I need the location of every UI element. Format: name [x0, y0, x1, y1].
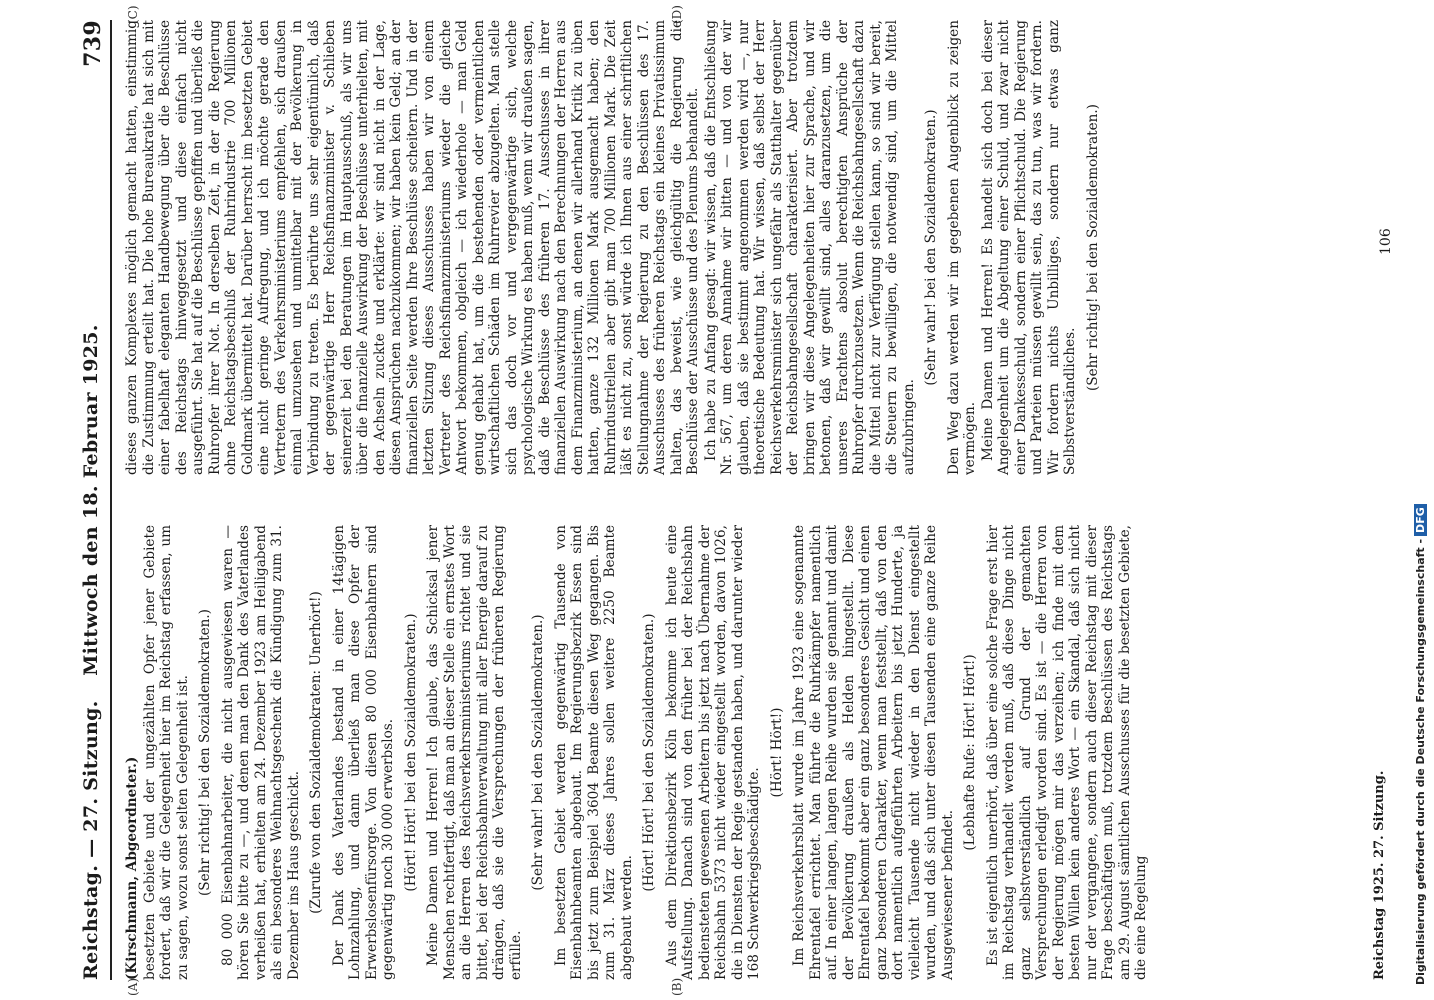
header-rule: [110, 20, 112, 980]
paragraph: Ich habe zu Anfang gesagt: wir wissen, daß die Entschließung Nr. 567, um deren Annahme wir bitten — und von der wir glauben, daß sie bestimmt angenommen werden wird —, nur theoretische Bedeutung hat. Wir wissen, daß selbst der Herr Reichsverkehrsminister sich ungefähr als Statthalter gegenüber der Reichsbahngesellschaft charakterisiert. Aber trotzdem bringen wir diese Angelegenheiten hier zur Sprache, und wir betonen, daß wir gewillt sind, alles daranzusetzen, um die unseres Erachtens absolut berechtigten Ansprüche der Ruhropfer durchzusetzen. Wenn die Reichsbahngesellschaft dazu die Mittel nicht zur Verfügung stellen kann, so sind wir bereit, die Steuern zu bewilligen, die notwendig sind, um die Mittel aufzubringen.: [702, 20, 917, 475]
paragraph: Im Reichsverkehrsblatt wurde im Jahre 1923 eine sogenannte Ehrentafel errichtet. Man führte die Ruhrkämpfer namentlich auf. In einer langen, langen Reihe wurden sie genannt und damit der Bevölkerung draußen als Helden hingestellt. Diese Ehrentafel bekommt aber ein ganz besonderes Gesicht und einen ganz besonderen Charakter, wenn man feststellt, daß von den dort namentlich aufgeführten Arbeitern bis jetzt Hunderte, ja vielleicht Tausende nicht wieder in den Dienst eingestellt wurden, und daß sich unter diesen Tausenden eine ganze Reihe Ausgewiesener befindet.: [791, 525, 956, 980]
interjection: (Lebhafte Rufe: Hört! Hört!): [962, 654, 978, 851]
digitization-note: [1414, 504, 1427, 985]
margin-marker-c: (C): [126, 5, 140, 24]
interjection: (Sehr wahr! bei den Sozialdemokraten.): [923, 109, 939, 386]
interjection: (Hört! Hört!): [768, 707, 785, 798]
header-session: Reichstag. — 27. Sitzung.: [80, 700, 102, 980]
interjection: (Hört! Hört! bei den Sozialdemokraten.): [641, 613, 657, 892]
sheet-number: 106: [1378, 228, 1394, 255]
margin-marker-d: (D): [670, 5, 684, 24]
page-footer: Reichstag 1925. 27. Sitzung.: [1372, 770, 1387, 980]
interjection: (Hört! Hört! bei den Sozialdemokraten.): [402, 613, 419, 892]
paragraph: Der Dank des Vaterlandes bestand in einer 14tägigen Lohnzahlung, und dann überließ man diese Opfer der Erwerbslosenfürsorge. Von diesen 80 000 Eisenbahnern sind gegenwärtig noch 30 000 erwerbslos.: [330, 525, 396, 980]
speaker-name: (Kirschmann, Abgeordneter.): [124, 756, 140, 980]
interjection: (Sehr richtig! bei den Sozialdemokraten.): [1084, 104, 1101, 391]
paragraph: Es ist eigentlich unerhört, daß über eine solche Frage erst hier im Reichstag verhandelt werden muß, daß diese Dinge nicht ganz selbstverständlich auf Grund der gemachten Versprechungen erledigt worden sind. Es ist — die Herren von der Regierung mögen mir das verzeihen; ich finde mit dem besten Willen kein anderes Wort — ein Skandal, daß sich nicht nur der vergangene, sondern auch dieser Reichstag mit dieser Frage beschäftigen muß, trotzdem Beschlüssen des Reichstags am 29. August sämtlichen Ausschusses für die besetzten Gebiete, die eine Regelung: [984, 525, 1149, 980]
header-date: Mittwoch den 18. Februar 1925.: [80, 324, 102, 676]
text-column-left: [124, 525, 1151, 980]
page-header: [80, 20, 114, 980]
paragraph: Den Weg dazu werden wir im gegebenen Augenblick zu zeigen vermögen.: [945, 20, 978, 475]
paragraph: Im besetzten Gebiet werden gegenwärtig Tausende von Eisenbahnbeamten abgebaut. Im Regierungsbezirk Essen sind bis jetzt zum Beispiel 3604 Beamte diesen Weg gegangen. Bis zum 31. März dieses Jahres sollen weitere 2250 Beamte abgebaut werden.: [552, 525, 635, 980]
paragraph: Meine Damen und Herren! Es handelt sich doch bei dieser Angelegenheit um die Abgeltung einer Schuld, und zwar nicht einer Dankesschuld, sondern einer Pflichtschuld. Die Regierung und Parteien müssen gewillt sein, das zu tun, was wir fordern. Wir fordern nichts Unbilliges, sondern nur etwas ganz Selbstverständliches.: [979, 20, 1078, 475]
text-column-right: [124, 20, 1107, 475]
page-number: 739: [80, 20, 106, 67]
paragraph: Meine Damen und Herren! Ich glaube, das Schicksal jener Menschen rechtfertigt, daß man an dieser Stelle ein ernstes Wort an die Herren des Reichsverkehrsministeriums richtet und sie bittet, bei der Reichsbahnverwaltung mit aller Energie darauf zu drängen, daß sie die Versprechungen der früheren Regierung erfülle.: [425, 525, 524, 980]
interjection: (Sehr wahr! bei den Sozialdemokraten.): [530, 614, 546, 891]
paragraph: 80 000 Eisenbahnarbeiter, die nicht ausgewiesen waren — hören Sie bitte zu —, und denen man den Dank des Vaterlandes verheißen hat, erhielten am 24. Dezember 1923 am Heiligabend als ein besonderes Weihnachtsgeschenk die Kündigung zum 31. Dezember ins Haus geschickt.: [219, 525, 302, 980]
margin-marker-a: (A): [126, 977, 140, 996]
margin-marker-b: (B): [670, 977, 684, 996]
paragraph: besetzten Gebiete und der ungezählten Opfer jener Gebiete fordert, daß wir die Gelegenheit hier im Reichstag erfassen, um zu sagen, wozu sonst selten Gelegenheit ist.: [141, 525, 191, 980]
interjection: (Sehr richtig! bei den Sozialdemokraten.): [197, 609, 213, 896]
document-page: [70, 0, 1400, 1000]
paragraph: Aus dem Direktionsbezirk Köln bekomme ich heute eine Aufstellung. Danach sind von den früher bei der Reichsbahn bediensteten gewesenen Arbeitern bis jetzt nach Übernahme der Reichsbahn 5373 nicht wieder eingestellt worden, davon 1026, die in Diensten der Regie gestanden haben, und darunter wieder 168 Schwerkriegsbeschädigte.: [663, 525, 762, 980]
paragraph: dieses ganzen Komplexes möglich gemacht hatten, einstimmig die Zustimmung erteilt hat. Die hohe Bureaukratie hat sich mit einer fabelhaft eleganten Handbewegung über die Beschlüsse des Reichstags hinweggesetzt und diese einfach nicht ausgeführt. Sie hat auf die Beschlüsse gepfiffen und überließ die Ruhropfer ihrer Not. In derselben Zeit, in der die Regierung ohne Reichstagsbeschluß der Ruhrindustrie 700 Millionen Goldmark übermittelt hat. Darüber herrscht im besetzten Gebiet eine nicht geringe Aufregung, und ich möchte gerade den Vertretern des Verkehrsministeriums empfehlen, sich draußen einmal umzusehen und unmittelbar mit der Bevölkerung in Verbindung zu treten. Es berührte uns sehr eigentümlich, daß der gegenwärtige Herr Reichsfinanzminister v. Schlieben seinerzeit bei den Beratungen im Hauptausschuß, als wir uns über die finanzielle Auswirkung der Beschlüsse unterhielten, mit den Achseln zuckte und erklärte: wir sind nicht in der Lage, diesen Ansprüchen nachzukommen; wir haben kein Geld; an der finanziellen Seite werden Ihre Beschlüsse scheitern. Und in der letzten Sitzung dieses Ausschusses haben wir von einem Vertreter des Reichsfinanzministeriums wieder die gleiche Antwort bekommen, obgleich — ich wiederhole — man Geld genug gehabt hat, um die bestehenden oder vermeintlichen wirtschaftlichen Schäden im Ruhrrevier abzugelten. Man stelle sich das doch vor und vergegenwärtige sich, welche psychologische Wirkung es haben muß, wenn wir draußen sagen, daß die Beschlüsse des früheren 17. Ausschusses in ihrer finanziellen Auswirkung nach den Berechnungen der Herren aus dem Finanzministerium, an denen wir allerhand Kritik zu üben hatten, ganze 132 Millionen Mark ausgemacht haben; den Ruhrindustriellen aber gibt man 700 Millionen Mark. Die Zeit läßt es nicht zu, sonst würde ich Ihnen aus einer schriftlichen Stellungnahme der Regierung zu den Beschlüssen des 17. Ausschusses des früheren Reichstags ein kleines Privatissimum halten, das beweist, wie gleichgültig die Regierung die Beschlüsse der Ausschüsse und des Plenums behandelt.: [124, 20, 701, 475]
interjection: (Zurufe von den Sozialdemokraten: Unerhört!): [308, 591, 324, 914]
dfg-logo: DFG: [1414, 504, 1427, 536]
digitization-note-text: Digitalisierung gefördert durch die Deutsche Forschungsgemeinschaft -: [1414, 538, 1427, 985]
